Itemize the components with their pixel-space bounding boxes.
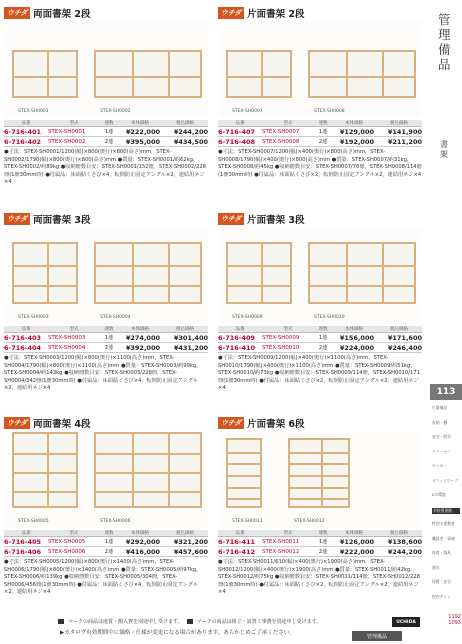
product-code: 6-716-407: [218, 127, 262, 137]
product-model: STEX-SH0002: [48, 137, 100, 147]
section-heading: 片面書架 2段: [247, 9, 305, 20]
shelf-board: [228, 498, 260, 500]
table-row: [218, 537, 422, 547]
shelf-board: [14, 265, 76, 267]
base-price: ¥274,000: [118, 333, 162, 343]
section-single-6: [218, 416, 422, 597]
tax-price: ¥321,200: [162, 537, 208, 547]
spec-note: ●寸法：STEX-SH0009/1200(幅)×400(奥行)×1100(高さ)mm，STEX-SH0010/1790(幅)×400(奥行)×1100(高さ)mm ●質量：STEX-SH0009/約51kg，STEX-SH0010/約73kg ●収納冊数目安：STEX-SH0009/114冊，STEX-SH0010/171冊(1冊30mm時) ●付属品：床面貼くさび×2，転倒防止固定アングル×2，連結用ネジ×4: [218, 355, 420, 392]
table-row: [4, 547, 208, 557]
shelf-unit-1: [226, 438, 262, 508]
shelf-unit-1: [226, 242, 292, 304]
product-code: 6-716-401: [4, 127, 48, 137]
product-model: STEX-SH0008: [262, 137, 314, 147]
model-caption: STEX-SH0003: [18, 315, 49, 320]
shelf-board: [14, 491, 76, 493]
tax-price: ¥171,600: [376, 333, 422, 343]
shelf-unit-1: [12, 432, 78, 508]
brand-logo: ウチダ: [218, 213, 244, 225]
table-row: [4, 537, 208, 547]
page-ref-1[interactable]: 1192: [448, 614, 461, 620]
shelf-board: [228, 265, 290, 267]
shelf-board: [14, 472, 76, 474]
unit-count: 2連: [100, 547, 118, 557]
shelf-divider: [346, 52, 348, 96]
base-price: ¥222,000: [118, 127, 162, 137]
product-code: 6-716-411: [218, 537, 262, 547]
page-number-tab: 113: [430, 384, 462, 400]
index-item[interactable]: 遊具: [432, 564, 440, 570]
product-code: 6-716-405: [4, 537, 48, 547]
tax-price: ¥457,600: [162, 547, 208, 557]
unit-count: 1連: [100, 127, 118, 137]
tax-price: ¥211,200: [376, 137, 422, 147]
uchida-logo: UCHIDA: [392, 617, 420, 627]
spec-note: ●寸法：STEX-SH0003/1200(幅)×800(奥行)×1100(高さ)mm，STEX-SH0004/1790(幅)×800(奥行)×1100(高さ)mm ●質量：STEX-SH0003/約99kg，STEX-SH0004/約143kg ●収納冊数目安：STEX-SH0003/228冊，STEX-SH0004/342冊(1冊30mm時) ●付属品：床面貼くさび×4，転倒防止固定アングル×2，連結用ネジ×4: [4, 355, 202, 392]
product-photo: [218, 228, 422, 324]
shelf-board: [310, 265, 414, 267]
shelf-unit-1: [12, 50, 78, 98]
spec-header: 型式: [262, 326, 314, 333]
base-price: ¥129,000: [332, 127, 376, 137]
shelf-board: [290, 487, 348, 489]
shelf-divider: [47, 52, 49, 96]
section-double-3: [4, 212, 208, 393]
unit-count: 1連: [314, 333, 332, 343]
product-code: 6-716-404: [4, 343, 48, 353]
unit-count: 1連: [314, 537, 332, 547]
index-item[interactable]: ICT環境: [432, 492, 446, 497]
model-caption: STEX-SH0009: [232, 315, 263, 320]
shelf-board: [96, 76, 200, 78]
shelf-unit-2: [94, 432, 202, 508]
base-price: ¥192,000: [332, 137, 376, 147]
section-title: [4, 212, 208, 226]
spec-header: 品番: [218, 326, 262, 333]
index-item[interactable]: オフィスワーク: [432, 477, 459, 483]
spec-header: 連数: [314, 120, 332, 127]
base-price: ¥224,000: [332, 343, 376, 353]
catalog-main: [4, 6, 428, 616]
truck-icon: [58, 619, 64, 624]
section-single-3: [218, 212, 422, 393]
product-model: STEX-SH0011: [262, 537, 314, 547]
base-price: ¥416,000: [118, 547, 162, 557]
brand-logo: ウチダ: [4, 7, 30, 19]
spec-header: 本体価格: [118, 120, 162, 127]
brand-logo: ウチダ: [4, 417, 30, 429]
table-row: [218, 137, 422, 147]
spec-header: 型式: [262, 120, 314, 127]
spec-header: 品番: [4, 326, 48, 333]
section-heading: 両面書架 3段: [33, 215, 91, 226]
shelf-board: [228, 475, 260, 477]
shelf-board: [290, 463, 348, 465]
spec-table: [218, 530, 422, 557]
shelf-unit-2: [94, 50, 202, 98]
shelf-divider: [346, 244, 348, 302]
tax-price: ¥246,400: [376, 343, 422, 353]
table-row: [4, 137, 208, 147]
spec-header: 連数: [100, 120, 118, 127]
category-subtitle: 書架: [440, 140, 448, 159]
model-caption: STEX-SH0012: [294, 519, 325, 524]
spec-table: [4, 120, 208, 147]
shelf-unit-2: [94, 242, 202, 304]
spec-header: 税込価格: [376, 530, 422, 537]
shelf-board: [14, 453, 76, 455]
spec-header: 税込価格: [162, 530, 208, 537]
spec-header: 本体価格: [118, 530, 162, 537]
page-refs: [431, 614, 461, 626]
model-caption: STEX-SH0005: [18, 519, 49, 524]
spec-header: 連数: [100, 326, 118, 333]
spec-header: 税込価格: [162, 326, 208, 333]
shelf-unit-2: [308, 50, 416, 98]
shelf-unit-2: [308, 242, 416, 304]
tax-price: ¥301,400: [162, 333, 208, 343]
shelf-divider: [47, 244, 49, 302]
shelf-board: [310, 76, 414, 78]
shelf-divider: [382, 244, 384, 302]
base-price: ¥156,000: [332, 333, 376, 343]
shelf-divider: [132, 434, 134, 506]
spec-table: [4, 530, 208, 557]
index-strip: [430, 0, 462, 644]
shelf-board: [96, 265, 200, 267]
table-row: [4, 127, 208, 137]
model-caption: STEX-SH0007: [232, 109, 263, 114]
product-model: STEX-SH0010: [262, 343, 314, 353]
model-caption: STEX-SH0001: [18, 109, 49, 114]
base-price: ¥395,000: [118, 137, 162, 147]
shelf-divider: [132, 244, 134, 302]
spec-header: 連数: [100, 530, 118, 537]
section-single-2: [218, 6, 422, 179]
product-photo: [4, 228, 208, 324]
spec-header: 型式: [48, 120, 100, 127]
section-title: [218, 6, 422, 20]
shelf-divider: [321, 440, 323, 506]
shelf-board: [96, 491, 200, 493]
product-code: 6-716-412: [218, 547, 262, 557]
index-item[interactable]: 職員室・事務: [432, 535, 455, 541]
unit-count: 2連: [314, 137, 332, 147]
shelf-unit-2: [288, 438, 350, 508]
shelf-divider: [261, 244, 263, 302]
brand-logo: ウチダ: [218, 7, 244, 19]
product-code: 6-716-409: [218, 333, 262, 343]
brand-logo: ウチダ: [4, 213, 30, 225]
shelf-board: [290, 498, 348, 500]
spec-table: [218, 120, 422, 147]
table-row: [4, 333, 208, 343]
section-double-4: [4, 416, 208, 597]
product-model: STEX-SH0006: [48, 547, 100, 557]
product-photo: [218, 432, 422, 528]
index-item[interactable]: 収納・棚: [432, 419, 448, 425]
shelf-divider: [168, 434, 170, 506]
index-item[interactable]: クリーナー: [432, 448, 451, 454]
shelf-divider: [168, 52, 170, 96]
model-caption: STEX-SH0006: [100, 519, 131, 524]
spec-header: 連数: [314, 530, 332, 537]
spec-table: [218, 326, 422, 353]
footer-disclaimer: ▶カタログ有効期間中に価格・仕様が変更になる場合があります。あらかじめご了承ください。: [60, 630, 295, 636]
spec-note: ●寸法：STEX-SH0001/1200(幅)×800(奥行)×800(高さ)mm，STEX-SH0002/1790(幅)×800(奥行)×800(高さ)mm ●質量：STEX-SH0001/約62kg，STEX-SH0002/約89kg ●収納冊数目安：STEX-SH0001/152冊，STEX-SH0002/228冊(1冊30mm時) ●付属品：床面貼くさび×4，転倒防止固定アングル×2，連結用ネジ×4: [4, 149, 206, 186]
model-caption: STEX-SH0004: [100, 315, 131, 320]
tax-price: ¥141,900: [376, 127, 422, 137]
table-row: [218, 547, 422, 557]
section-heading: 両面書架 2段: [33, 9, 91, 20]
product-model: STEX-SH0005: [48, 537, 100, 547]
table-row: [4, 343, 208, 353]
unit-count: 1連: [100, 333, 118, 343]
tool-icon: [187, 619, 193, 624]
category-title: 管理備品: [438, 12, 451, 72]
index-item[interactable]: ロッカー: [432, 463, 448, 468]
spec-header: 連数: [314, 326, 332, 333]
shelf-board: [228, 463, 260, 465]
shelf-board: [14, 76, 76, 78]
model-caption: STEX-SH0011: [232, 519, 263, 524]
spec-header: 型式: [48, 530, 100, 537]
shelf-unit-1: [226, 50, 292, 98]
product-model: STEX-SH0001: [48, 127, 100, 137]
section-title: [218, 212, 422, 226]
spec-header: 型式: [48, 326, 100, 333]
base-price: ¥126,000: [332, 537, 376, 547]
product-model: STEX-SH0012: [262, 547, 314, 557]
section-title: [218, 416, 422, 430]
unit-count: 1連: [100, 537, 118, 547]
table-row: [218, 127, 422, 137]
spec-header: 税込価格: [376, 326, 422, 333]
shelf-board: [290, 452, 348, 454]
tax-price: ¥431,200: [162, 343, 208, 353]
product-code: 6-716-406: [4, 547, 48, 557]
spec-header: 本体価格: [332, 120, 376, 127]
shelf-divider: [168, 244, 170, 302]
index-item[interactable]: 安全・防災: [432, 434, 451, 439]
shelf-divider: [261, 52, 263, 96]
model-caption: STEX-SH0010: [314, 315, 345, 320]
product-code: 6-716-410: [218, 343, 262, 353]
index-item[interactable]: 学校図書館: [432, 508, 460, 515]
spec-header: 品番: [4, 120, 48, 127]
shelf-board: [228, 487, 260, 489]
product-code: 6-716-408: [218, 137, 262, 147]
spec-header: 品番: [218, 120, 262, 127]
product-model: STEX-SH0009: [262, 333, 314, 343]
table-row: [218, 343, 422, 353]
spec-note: ●寸法：STEX-SH0007/1200(幅)×400(奥行)×800(高さ)mm，STEX-SH0008/1790(幅)×400(奥行)×800(高さ)mm ●質量：STEX-SH0007/約31kg，STEX-SH0008/約45kg ●収納冊数目安：STEX-SH0007/76冊，STEX-SH0008/114冊(1冊30mm時) ●付属品：床面貼くさび×2，転倒防止固定アングル×2，連結用ネジ×4: [218, 149, 422, 178]
index-item[interactable]: 保健・安全: [432, 579, 451, 584]
spec-header: 品番: [218, 530, 262, 537]
unit-count: 2連: [100, 137, 118, 147]
section-title: [4, 416, 208, 430]
brand-logo: ウチダ: [218, 417, 244, 429]
spec-header: 税込価格: [162, 120, 208, 127]
shelf-unit-1: [12, 242, 78, 304]
section-heading: 両面書架 4段: [33, 419, 91, 430]
index-item[interactable]: 什器備品: [432, 405, 448, 410]
page-ref-2[interactable]: 1093: [448, 620, 461, 626]
product-model: STEX-SH0007: [262, 127, 314, 137]
spec-header: 型式: [262, 530, 314, 537]
base-price: ¥222,000: [332, 547, 376, 557]
footer-notes: [58, 618, 321, 625]
spec-header: 本体価格: [332, 326, 376, 333]
product-photo: [4, 432, 208, 528]
tax-price: ¥244,200: [376, 547, 422, 557]
shelf-board: [228, 452, 260, 454]
shelf-board: [228, 76, 290, 78]
tax-price: ¥434,500: [162, 137, 208, 147]
shelf-board: [96, 285, 200, 287]
unit-count: 2連: [314, 343, 332, 353]
shelf-board: [96, 453, 200, 455]
footer-category-box: 管理備品: [352, 631, 402, 641]
spec-header: 税込価格: [376, 120, 422, 127]
section-double-2: [4, 6, 208, 187]
product-photo: [4, 22, 208, 118]
tax-price: ¥138,600: [376, 537, 422, 547]
shelf-board: [228, 285, 290, 287]
product-model: STEX-SH0003: [48, 333, 100, 343]
section-heading: 片面書架 6段: [247, 419, 305, 430]
index-item[interactable]: 特別支援教育: [432, 521, 455, 526]
footer-note-2: マークの商品は組立・設置工事費を別途申し受けます。: [196, 619, 322, 625]
product-photo: [218, 22, 422, 118]
spec-header: 本体価格: [118, 326, 162, 333]
spec-note: ●寸法：STEX-SH0011/610(幅)×400(奥行)×1900(高さ)mm，STEX-SH0012/1200(幅)×400(奥行)×1900(高さ)mm ●質量：STEX-SH0011/約42kg，STEX-SH0012/約75kg ●収納冊数目安：STEX-SH0011/114冊，STEX-SH0012/228冊(1冊30mm時) ●付属品：床面貼くさび×2，転倒防止固定アングル×2，連結用ネジ×4: [218, 559, 420, 596]
spec-note: ●寸法：STEX-SH0005/1200(幅)×800(奥行)×1400(高さ)mm，STEX-SH0006/1790(幅)×800(奥行)×1400(高さ)mm ●質量：STEX-SH0005/約97kg，STEX-SH0006/約139kg ●収納冊数目安：STEX-SH0005/304冊，STEX-SH0006/456冊(1冊30mm時) ●付属品：床面貼くさび×4，転倒防止固定アングル×2，連結用ネジ×4: [4, 559, 202, 596]
index-item[interactable]: 校内サイン: [432, 593, 451, 599]
product-code: 6-716-403: [4, 333, 48, 343]
spec-table: [4, 326, 208, 353]
index-item[interactable]: 体育・器具: [432, 550, 451, 555]
section-heading: 片面書架 3段: [247, 215, 305, 226]
table-row: [218, 333, 422, 343]
footer-note-1: マークの商品は運賃・搬入費を別途申し受けます。: [68, 619, 183, 625]
unit-count: 2連: [100, 343, 118, 353]
base-price: ¥392,000: [118, 343, 162, 353]
product-model: STEX-SH0004: [48, 343, 100, 353]
base-price: ¥292,000: [118, 537, 162, 547]
unit-count: 2連: [314, 547, 332, 557]
spec-header: 品番: [4, 530, 48, 537]
model-caption: STEX-SH0008: [314, 109, 345, 114]
shelf-board: [290, 475, 348, 477]
spec-header: 本体価格: [332, 530, 376, 537]
shelf-divider: [132, 52, 134, 96]
model-caption: STEX-SH0002: [100, 109, 131, 114]
section-title: [4, 6, 208, 20]
shelf-board: [96, 472, 200, 474]
shelf-divider: [382, 52, 384, 96]
shelf-board: [14, 285, 76, 287]
product-code: 6-716-402: [4, 137, 48, 147]
shelf-board: [310, 285, 414, 287]
tax-price: ¥244,200: [162, 127, 208, 137]
shelf-divider: [47, 434, 49, 506]
unit-count: 1連: [314, 127, 332, 137]
